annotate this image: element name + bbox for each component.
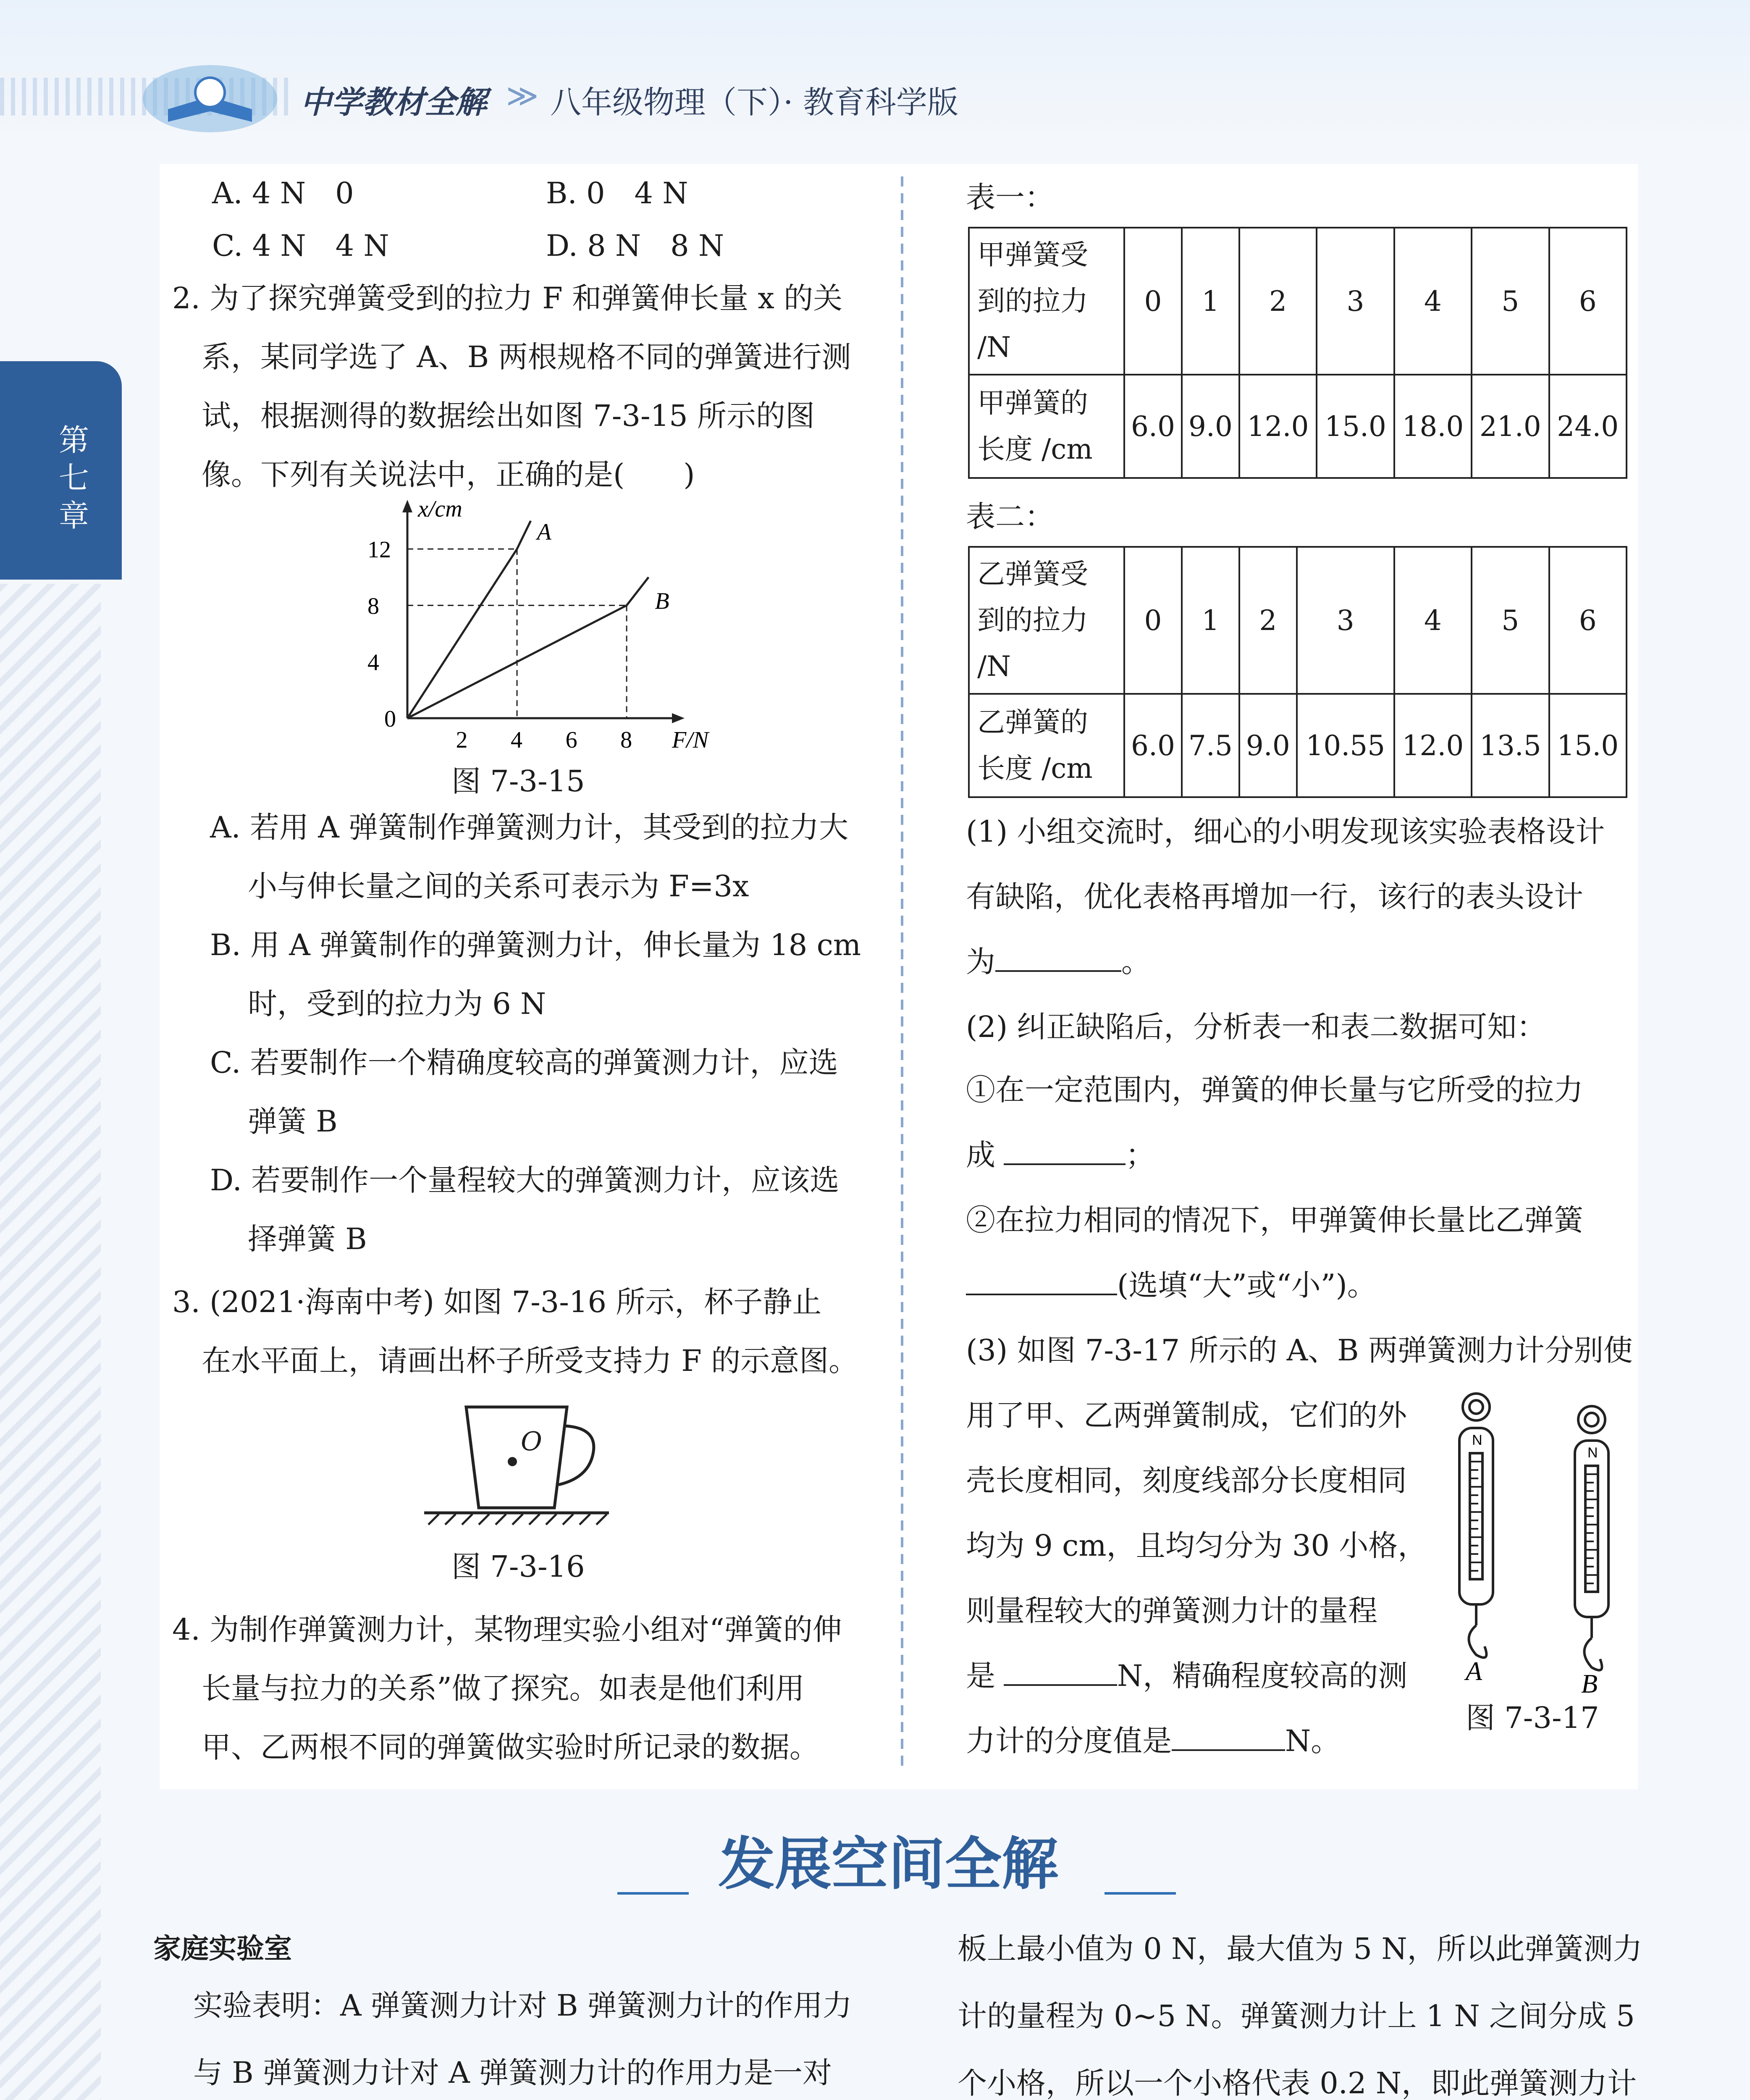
table1-cell: 4 <box>1394 228 1472 375</box>
right-line-13: 则量程较大的弹簧测力计的量程 <box>966 1593 1377 1628</box>
x-tick-label: 6 <box>565 727 577 753</box>
table1-cell: 24.0 <box>1549 375 1627 478</box>
answer-blank-3[interactable] <box>966 1270 1117 1295</box>
right-line-1: (1) 小组交流时，细心的小明发现该实验表格设计 <box>966 814 1605 849</box>
q2-option-c-2: 弹簧 B <box>248 1104 338 1139</box>
x-axis-arrow <box>672 713 685 723</box>
table2-cell: 2 <box>1239 547 1297 694</box>
x-tick-label: 2 <box>456 727 468 753</box>
right-line-3: 为 。 <box>966 945 1151 979</box>
q4-line-2: 长量与拉力的关系”做了探究。如表是他们利用 <box>202 1671 805 1706</box>
table1-cell: 15.0 <box>1317 375 1394 478</box>
right-line-12: 均为 9 cm，且均匀分为 30 小格， <box>966 1528 1427 1563</box>
answer-line-2: 计的量程为 0~5 N。弹簧测力计上 1 N 之间分成 5 <box>958 1999 1635 2033</box>
table-2 <box>968 546 1627 798</box>
right-line-15: 力计的分度值是 N。 <box>966 1724 1341 1758</box>
q1-option-b: B. 0 4 N <box>546 176 688 210</box>
table2-row2-head: 乙弹簧的 长度 /cm <box>969 694 1124 797</box>
header-book-title: 中学教材全解 <box>300 84 487 121</box>
section-title-line-left <box>617 1892 689 1895</box>
right-line-14: 是 N，精确程度较高的测 <box>966 1659 1408 1693</box>
right-line-10: 用了甲、乙两弹簧制成，它们的外 <box>966 1398 1407 1433</box>
header-separator: ≫ <box>506 78 539 114</box>
table1-cell: 18.0 <box>1394 375 1472 478</box>
q2-line-3: 试，根据测得的数据绘出如图 7-3-15 所示的图 <box>202 399 815 433</box>
table2-cell: 10.55 <box>1297 694 1394 797</box>
series-line-a <box>407 521 531 718</box>
section-title: 发展空间全解 <box>718 1831 1058 1897</box>
home-lab-line-2: 与 B 弹簧测力计对 A 弹簧测力计的作用力是一对 <box>193 2055 832 2090</box>
q1-option-c: C. 4 N 4 N <box>212 228 389 263</box>
home-lab-heading: 家庭实验室 <box>153 1932 292 1965</box>
answer-line-3: 个小格，所以一个小格代表 0.2 N，即此弹簧测力计 <box>958 2066 1637 2100</box>
q2-option-b-2: 时，受到的拉力为 6 N <box>248 987 546 1021</box>
table2-cell: 5 <box>1472 547 1549 694</box>
answer-line-1: 板上最小值为 0 N，最大值为 5 N，所以此弹簧测力 <box>958 1932 1642 1966</box>
table2-row1-head: 乙弹簧受 到的拉力 /N <box>969 547 1124 694</box>
q4-line-1: 4. 为制作弹簧测力计，某物理实验小组对“弹簧的伸 <box>172 1612 842 1647</box>
right-line-4: (2) 纠正缺陷后，分析表一和表二数据可知： <box>966 1010 1546 1044</box>
q2-line-1: 2. 为了探究弹簧受到的拉力 F 和弹簧伸长量 x 的关 <box>172 281 843 315</box>
q4-line-3: 甲、乙两根不同的弹簧做实验时所记录的数据。 <box>202 1730 819 1764</box>
table1-cell: 6 <box>1549 228 1627 375</box>
right-line-2: 有缺陷，优化表格再增加一行，该行的表头设计 <box>966 879 1583 914</box>
cup-figure <box>416 1394 617 1533</box>
scale-b-n-mark: N <box>1587 1445 1598 1461</box>
table2-cell: 7.5 <box>1182 694 1239 797</box>
series-label-b: B <box>655 588 669 614</box>
origin-label: 0 <box>384 706 396 732</box>
right-line-11: 壳长度相同，刻度线部分长度相同 <box>966 1463 1407 1498</box>
q2-option-a-1: A. 若用 A 弹簧制作弹簧测力计，其受到的拉力大 <box>210 810 849 845</box>
fig-7-3-16-caption: 图 7-3-16 <box>451 1549 585 1584</box>
series-label-a: A <box>537 519 551 545</box>
table2-cell: 3 <box>1297 547 1394 694</box>
table2-cell: 1 <box>1182 547 1239 694</box>
table1-cell: 12.0 <box>1239 375 1317 478</box>
table1-cell: 21.0 <box>1472 375 1549 478</box>
header-subject: 八年级物理（下）· 教育科学版 <box>550 84 959 121</box>
y-axis-arrow <box>402 500 412 512</box>
y-tick-label: 4 <box>367 649 379 676</box>
right-line-5: ①在一定范围内，弹簧的伸长量与它所受的拉力 <box>966 1073 1583 1107</box>
answer-blank-4[interactable] <box>1004 1661 1117 1686</box>
table1-cell: 2 <box>1239 228 1317 375</box>
q3-line-1: 3. (2021·海南中考) 如图 7-3-16 所示，杯子静止 <box>172 1285 822 1319</box>
table2-cell: 4 <box>1394 547 1472 694</box>
chapter-tab-text-1: 第 <box>59 423 89 458</box>
y-tick-label: 8 <box>367 593 379 620</box>
right-line-7: ②在拉力相同的情况下，甲弹簧伸长量比乙弹簧 <box>966 1203 1583 1237</box>
y-axis-label: x/cm <box>418 496 462 522</box>
table2-cell: 6.0 <box>1124 694 1182 797</box>
scale-a-n-mark: N <box>1472 1432 1482 1448</box>
chapter-tab-text-3: 章 <box>59 498 89 533</box>
table-1 <box>968 227 1627 479</box>
series-line-b <box>407 577 648 718</box>
spring-scales-figure <box>1436 1386 1629 1705</box>
table1-row1-head: 甲弹簧受 到的拉力 /N <box>969 228 1124 375</box>
table1-label: 表一： <box>966 180 1054 215</box>
fig-7-3-15-caption: 图 7-3-15 <box>451 764 585 798</box>
table2-cell: 0 <box>1124 547 1182 694</box>
scale-b-label: B <box>1581 1669 1598 1698</box>
table2-label: 表二： <box>966 499 1054 534</box>
x-tick-label: 4 <box>511 727 523 753</box>
table2-cell: 13.5 <box>1472 694 1549 797</box>
cup-point-label: O <box>521 1426 542 1457</box>
chart-7-3-15 <box>344 496 709 760</box>
q2-line-4: 像。下列有关说法中，正确的是( ) <box>202 457 695 492</box>
table2-cell: 12.0 <box>1394 694 1472 797</box>
table1-row2-head: 甲弹簧的 长度 /cm <box>969 375 1124 478</box>
q2-option-b-1: B. 用 A 弹簧制作的弹簧测力计，伸长量为 18 cm <box>210 928 861 962</box>
book-logo-icon <box>139 59 281 139</box>
y-tick-label: 12 <box>367 537 391 563</box>
table1-cell: 9.0 <box>1182 375 1239 478</box>
x-axis-label: F/N <box>672 727 709 753</box>
table1-cell: 3 <box>1317 228 1394 375</box>
q2-option-d-2: 择弹簧 B <box>248 1222 367 1256</box>
fig-7-3-17-caption: 图 7-3-17 <box>1466 1701 1599 1735</box>
q1-option-a: A. 4 N 0 <box>212 176 354 210</box>
table1-cell: 6.0 <box>1124 375 1182 478</box>
section-title-line-right <box>1105 1892 1176 1895</box>
q2-option-a-2: 小与伸长量之间的关系可表示为 F=3x <box>248 869 749 903</box>
answer-blank-1[interactable] <box>995 947 1121 972</box>
table2-cell: 9.0 <box>1239 694 1297 797</box>
table1-cell: 0 <box>1124 228 1182 375</box>
table2-cell: 15.0 <box>1549 694 1627 797</box>
chapter-tab-text-2: 七 <box>59 460 89 496</box>
q2-line-2: 系，某同学选了 A、B 两根规格不同的弹簧进行测 <box>202 340 851 374</box>
q2-option-c-1: C. 若要制作一个精确度较高的弹簧测力计，应选 <box>210 1045 838 1080</box>
answer-blank-2[interactable] <box>1004 1140 1126 1165</box>
column-divider <box>901 176 903 1772</box>
q3-line-2: 在水平面上，请画出杯子所受支持力 F 的示意图。 <box>202 1344 858 1378</box>
right-line-6: 成 ； <box>966 1138 1155 1172</box>
home-lab-line-1: 实验表明：A 弹簧测力计对 B 弹簧测力计的作用力 <box>193 1988 852 2023</box>
table1-cell: 1 <box>1182 228 1239 375</box>
answer-blank-5[interactable] <box>1172 1726 1285 1751</box>
right-line-8: (选填“大”或“小”)。 <box>966 1256 1377 1315</box>
table1-cell: 5 <box>1472 228 1549 375</box>
table2-cell: 6 <box>1549 547 1627 694</box>
q1-option-d: D. 8 N 8 N <box>546 228 724 263</box>
x-tick-label: 8 <box>620 727 632 753</box>
scale-a-label: A <box>1466 1656 1482 1686</box>
right-line-9: (3) 如图 7-3-17 所示的 A、B 两弹簧测力计分别使 <box>966 1333 1633 1368</box>
left-stripe <box>0 584 101 2100</box>
q2-option-d-1: D. 若要制作一个量程较大的弹簧测力计，应该选 <box>210 1163 840 1197</box>
